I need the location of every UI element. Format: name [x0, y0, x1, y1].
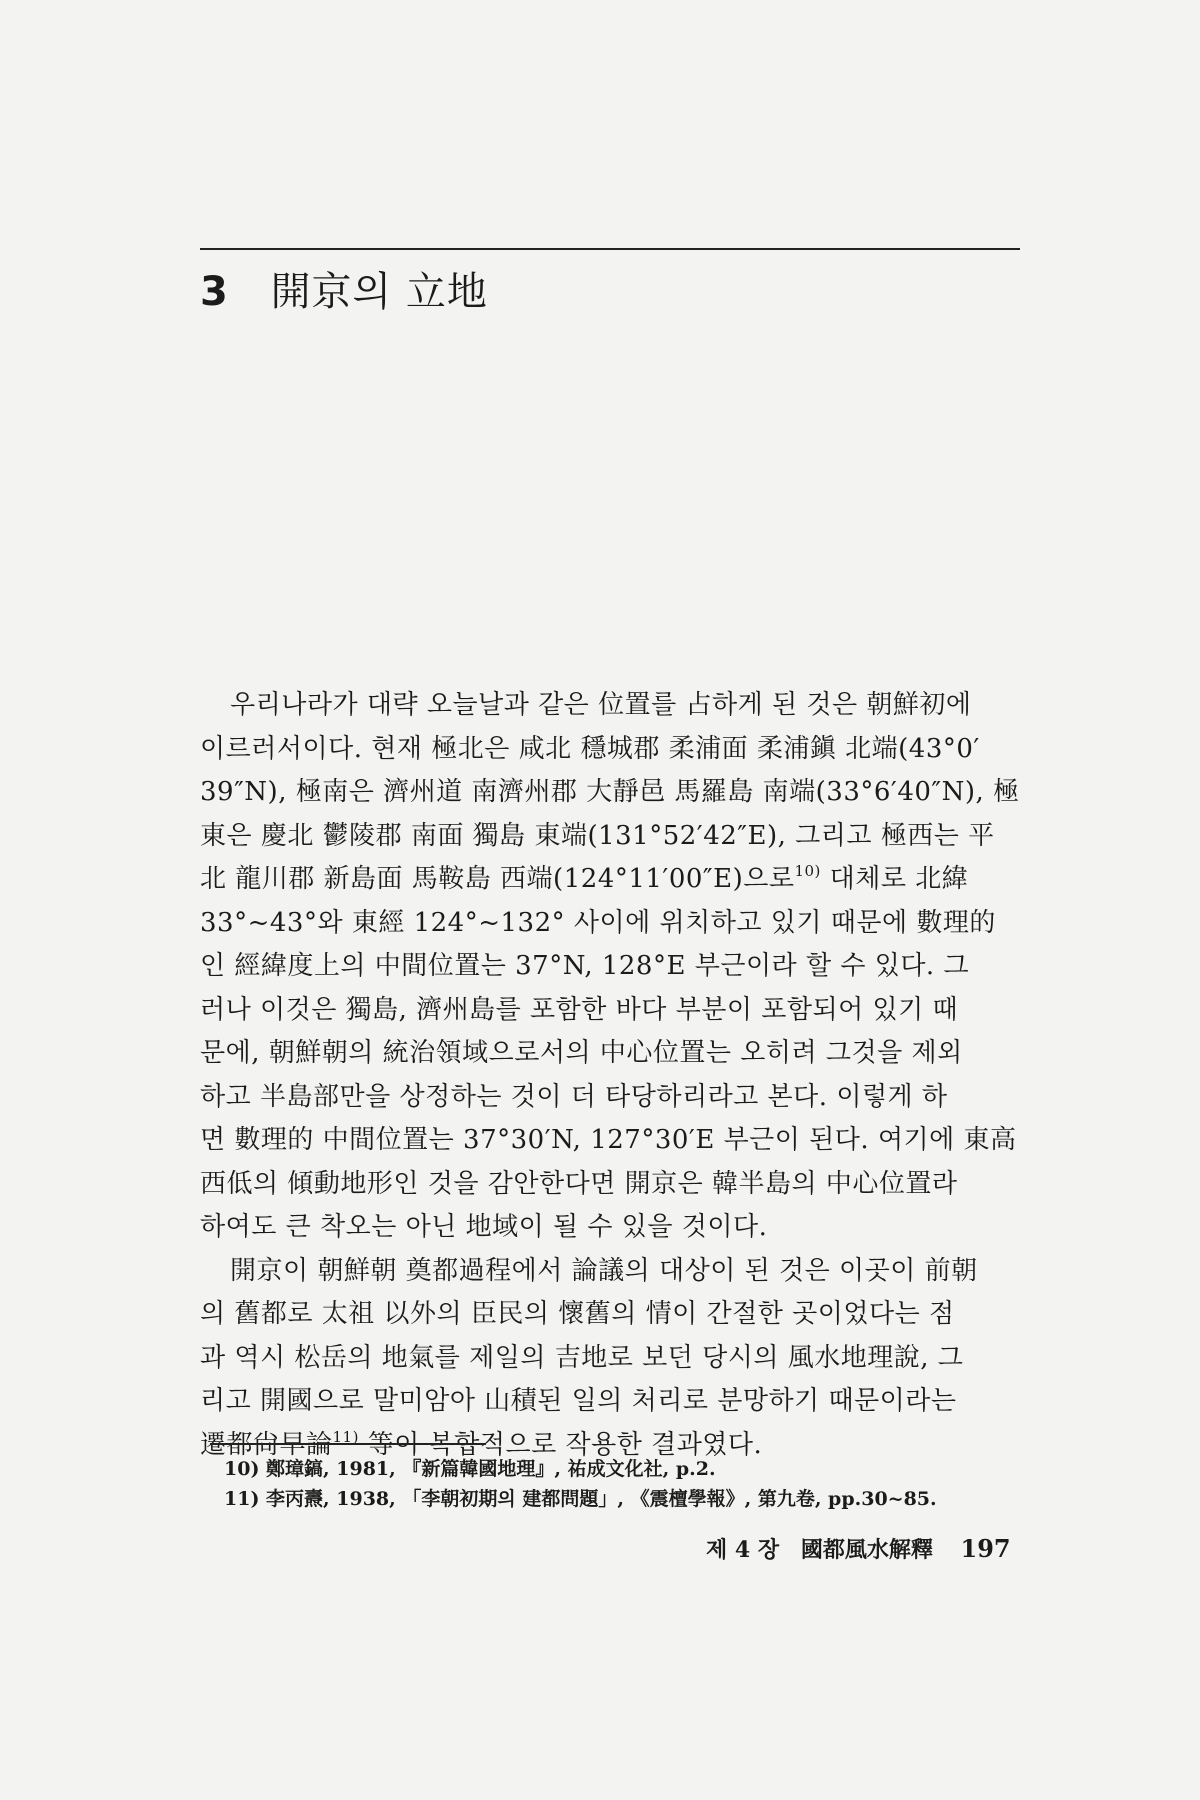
- text-line: 우리나라가 대략 오늘날과 같은 位置를 占하게 된 것은 朝鮮初에: [230, 690, 972, 720]
- text-line: 러나 이것은 獨島, 濟州島를 포함한 바다 부분이 포함되어 있기 때: [200, 994, 959, 1025]
- text-line: 의 舊都로 太祖 以外의 臣民의 懷舊의 情이 간절한 곳이었다는 점: [200, 1299, 955, 1329]
- footer-book-title: 國都風水解釋: [800, 1537, 933, 1563]
- section-heading: [200, 264, 488, 320]
- text-line: 하여도 큰 착오는 아닌 地域이 될 수 있을 것이다.: [200, 1212, 768, 1242]
- section-number: 3: [200, 269, 228, 315]
- text-line: 遷都尙早論$^{11)}$ 等이 복합적으로 작용한 결과였다.: [200, 1427, 763, 1460]
- text-line: 39″N), 極南은 濟州道 南濟州郡 大靜邑 馬羅島 南端(33°6′40″N), 極: [200, 777, 1020, 807]
- footnote-marker: 10): [794, 862, 821, 880]
- footnote-11: 11) 李丙燾, 1938, 「李朝初期의 建都問題」, 《震檀學報》, 第九卷, pp.30~85.: [224, 1488, 937, 1510]
- text-line: 인 經緯度上의 中間位置는 37°N, 128°E 부근이라 할 수 있다. 그: [200, 951, 970, 981]
- section-title: 開京의 立地: [270, 269, 488, 315]
- text-line: 문에, 朝鮮朝의 統治領域으로서의 中心位置는 오히려 그것을 제외: [200, 1038, 963, 1068]
- section-top-rule: [200, 248, 1020, 250]
- text-line: 33°~43°와 東經 124°~132° 사이에 위치하고 있기 때문에 數理的: [200, 907, 996, 938]
- text-line: 北 龍川郡 新島面 馬鞍島 西端(124°11′00″E)으로$^{10)}$ 대체로 北緯: [200, 862, 969, 894]
- text-line: 西低의 傾動地形인 것을 감안한다면 開京은 韓半島의 中心位置라: [200, 1168, 958, 1199]
- text-line: 과 역시 松岳의 地氣를 제일의 吉地로 보던 당시의 風水地理說, 그: [200, 1342, 964, 1373]
- page-number: 197: [960, 1534, 1011, 1563]
- body-text: [200, 684, 1030, 1467]
- paragraph: [200, 1250, 1030, 1468]
- text-line: 리고 開國으로 말미암아 山積된 일의 처리로 분망하기 때문이라는: [200, 1386, 957, 1416]
- footnotes: [224, 1454, 1024, 1514]
- text-line: 면 數理的 中間位置는 37°30′N, 127°30′E 부근이 된다. 여기에 東高: [200, 1125, 1017, 1155]
- text-line: 하고 半島部만을 상정하는 것이 더 타당하리라고 본다. 이렇게 하: [200, 1081, 948, 1112]
- footnote-10: 10) 鄭璋鎬, 1981, 『新篇韓國地理』, 祐成文化社, p.2.: [224, 1458, 716, 1480]
- footnote-rule: [210, 1443, 486, 1445]
- text-line: 이르러서이다. 현재 極北은 咸北 穩城郡 柔浦面 柔浦鎭 北端(43°0′: [200, 733, 980, 764]
- footer-chapter: 제 4 장: [706, 1537, 780, 1563]
- text-line: 開京이 朝鮮朝 奠都過程에서 論議의 대상이 된 것은 이곳이 前朝: [230, 1255, 978, 1286]
- paragraph: [200, 684, 1030, 1250]
- running-footer: [706, 1533, 1011, 1566]
- footnote-marker: 11): [332, 1427, 359, 1446]
- text-line: 東은 慶北 鬱陵郡 南面 獨島 東端(131°52′42″E), 그리고 極西는 平: [200, 820, 995, 851]
